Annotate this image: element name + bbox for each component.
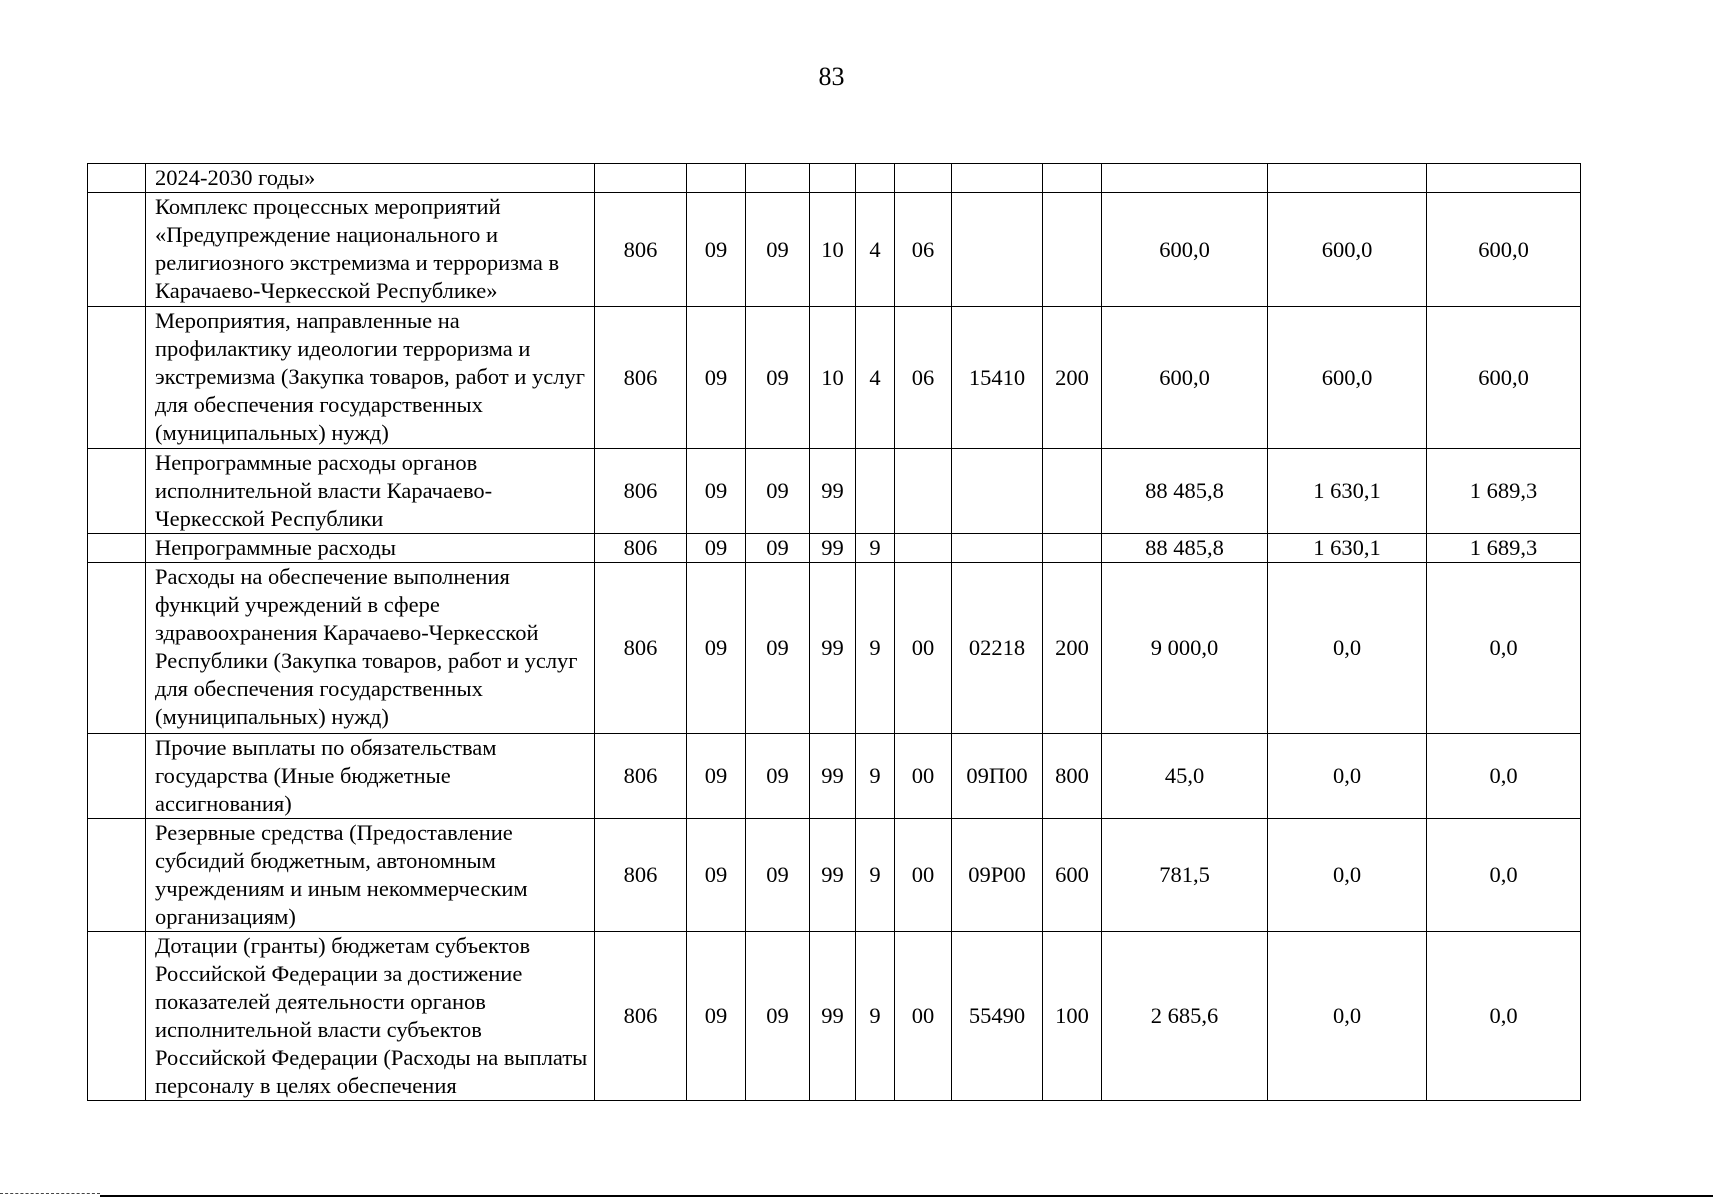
subprogram-code-cell: 9 <box>856 819 895 932</box>
admin-code-cell: 806 <box>595 932 687 1101</box>
admin-code-cell: 806 <box>595 449 687 534</box>
row-name-cell: Прочие выплаты по обязательствам государства (Иные бюджетные ассигнования) <box>146 734 595 819</box>
admin-code-cell: 806 <box>595 534 687 563</box>
program-code-cell: 99 <box>810 932 856 1101</box>
amount-year2-cell: 1 630,1 <box>1268 449 1427 534</box>
subprogram-code-cell: 4 <box>856 193 895 307</box>
program-code-cell: 10 <box>810 307 856 449</box>
row-name-cell: Дотации (гранты) бюджетам субъектов Российской Федерации за достижение показателей деятельности органов исполнительной власти субъектов Российской Федерации (Расходы на выплаты персоналу в целях обеспечения <box>146 932 595 1101</box>
subprogram-code-cell: 9 <box>856 534 895 563</box>
row-name-cell: Комплекс процессных мероприятий «Предупреждение национального и религиозного экстремизма и терроризма в Карачаево-Черкесской Республике» <box>146 193 595 307</box>
subprogram-code-cell: 9 <box>856 563 895 734</box>
expense-type-cell: 800 <box>1043 734 1102 819</box>
subsection-code-cell: 09 <box>746 932 810 1101</box>
expense-type-cell: 100 <box>1043 932 1102 1101</box>
expense-type-cell <box>1043 449 1102 534</box>
admin-code-cell <box>595 164 687 193</box>
program-code-cell: 99 <box>810 449 856 534</box>
row-number-cell <box>88 932 146 1101</box>
amount-year1-cell: 600,0 <box>1102 193 1268 307</box>
amount-year1-cell: 88 485,8 <box>1102 534 1268 563</box>
subsection-code-cell <box>746 164 810 193</box>
expense-direction-cell: 55490 <box>952 932 1043 1101</box>
row-number-cell <box>88 449 146 534</box>
budget-table <box>87 163 1581 1101</box>
amount-year3-cell: 600,0 <box>1427 193 1581 307</box>
row-name-cell: Расходы на обеспечение выполнения функций учреждений в сфере здравоохранения Карачаево-Черкесской Республики (Закупка товаров, работ и услуг для обеспечения государственных (муниципальных) нужд) <box>146 563 595 734</box>
amount-year1-cell: 88 485,8 <box>1102 449 1268 534</box>
expense-direction-cell <box>952 534 1043 563</box>
subprogram-code-cell: 4 <box>856 307 895 449</box>
subsection-code-cell: 09 <box>746 734 810 819</box>
expense-direction-cell <box>952 449 1043 534</box>
admin-code-cell: 806 <box>595 193 687 307</box>
amount-year3-cell <box>1427 164 1581 193</box>
row-number-cell <box>88 307 146 449</box>
row-name-cell: 2024-2030 годы» <box>146 164 595 193</box>
amount-year1-cell: 600,0 <box>1102 307 1268 449</box>
expense-direction-cell: 09П00 <box>952 734 1043 819</box>
row-number-cell <box>88 534 146 563</box>
amount-year2-cell: 600,0 <box>1268 193 1427 307</box>
amount-year3-cell: 1 689,3 <box>1427 534 1581 563</box>
amount-year1-cell: 2 685,6 <box>1102 932 1268 1101</box>
amount-year1-cell <box>1102 164 1268 193</box>
amount-year1-cell: 9 000,0 <box>1102 563 1268 734</box>
measure-code-cell: 00 <box>895 819 952 932</box>
page-number: 83 <box>818 62 845 91</box>
subsection-code-cell: 09 <box>746 449 810 534</box>
row-name-cell: Непрограммные расходы органов исполнительной власти Карачаево-Черкесской Республики <box>146 449 595 534</box>
measure-code-cell <box>895 164 952 193</box>
expense-direction-cell <box>952 164 1043 193</box>
subprogram-code-cell <box>856 164 895 193</box>
expense-type-cell: 200 <box>1043 307 1102 449</box>
expense-type-cell <box>1043 534 1102 563</box>
table-body <box>88 164 1581 1101</box>
subsection-code-cell: 09 <box>746 307 810 449</box>
expense-direction-cell: 09Р00 <box>952 819 1043 932</box>
measure-code-cell: 00 <box>895 734 952 819</box>
subsection-code-cell: 09 <box>746 193 810 307</box>
subprogram-code-cell <box>856 449 895 534</box>
row-number-cell <box>88 819 146 932</box>
admin-code-cell: 806 <box>595 819 687 932</box>
measure-code-cell <box>895 449 952 534</box>
row-number-cell <box>88 193 146 307</box>
measure-code-cell <box>895 534 952 563</box>
measure-code-cell: 06 <box>895 307 952 449</box>
section-code-cell: 09 <box>687 449 746 534</box>
amount-year2-cell: 0,0 <box>1268 819 1427 932</box>
row-number-cell <box>88 563 146 734</box>
row-name-cell: Непрограммные расходы <box>146 534 595 563</box>
section-code-cell: 09 <box>687 307 746 449</box>
admin-code-cell: 806 <box>595 563 687 734</box>
expense-direction-cell <box>952 193 1043 307</box>
amount-year2-cell: 0,0 <box>1268 734 1427 819</box>
row-name-cell: Мероприятия, направленные на профилактику идеологии терроризма и экстремизма (Закупка товаров, работ и услуг для обеспечения государственных (муниципальных) нужд) <box>146 307 595 449</box>
section-code-cell: 09 <box>687 534 746 563</box>
row-number-cell <box>88 164 146 193</box>
table-row <box>88 534 1581 563</box>
program-code-cell: 99 <box>810 563 856 734</box>
amount-year2-cell: 0,0 <box>1268 563 1427 734</box>
amount-year3-cell: 0,0 <box>1427 932 1581 1101</box>
amount-year1-cell: 45,0 <box>1102 734 1268 819</box>
section-code-cell: 09 <box>687 819 746 932</box>
amount-year3-cell: 1 689,3 <box>1427 449 1581 534</box>
section-code-cell: 09 <box>687 563 746 734</box>
subsection-code-cell: 09 <box>746 819 810 932</box>
expense-type-cell: 600 <box>1043 819 1102 932</box>
expense-type-cell <box>1043 164 1102 193</box>
row-number-cell <box>88 734 146 819</box>
amount-year2-cell: 600,0 <box>1268 307 1427 449</box>
section-code-cell: 09 <box>687 193 746 307</box>
admin-code-cell: 806 <box>595 307 687 449</box>
amount-year3-cell: 0,0 <box>1427 819 1581 932</box>
measure-code-cell: 06 <box>895 193 952 307</box>
amount-year2-cell: 0,0 <box>1268 932 1427 1101</box>
subsection-code-cell: 09 <box>746 563 810 734</box>
table-row <box>88 563 1581 734</box>
table-row <box>88 449 1581 534</box>
subsection-code-cell: 09 <box>746 534 810 563</box>
table-row <box>88 932 1581 1101</box>
expense-type-cell: 200 <box>1043 563 1102 734</box>
program-code-cell <box>810 164 856 193</box>
row-name-cell: Резервные средства (Предоставление субсидий бюджетным, автономным учреждениям и иным некоммерческим организациям) <box>146 819 595 932</box>
subprogram-code-cell: 9 <box>856 932 895 1101</box>
section-code-cell <box>687 164 746 193</box>
expense-direction-cell: 02218 <box>952 563 1043 734</box>
table-row <box>88 193 1581 307</box>
section-code-cell: 09 <box>687 932 746 1101</box>
measure-code-cell: 00 <box>895 563 952 734</box>
amount-year3-cell: 0,0 <box>1427 563 1581 734</box>
expense-direction-cell: 15410 <box>952 307 1043 449</box>
program-code-cell: 99 <box>810 819 856 932</box>
amount-year2-cell <box>1268 164 1427 193</box>
bottom-rule <box>100 1195 1713 1197</box>
subprogram-code-cell: 9 <box>856 734 895 819</box>
program-code-cell: 99 <box>810 534 856 563</box>
measure-code-cell: 00 <box>895 932 952 1101</box>
admin-code-cell: 806 <box>595 734 687 819</box>
scan-artifact-line <box>0 1193 100 1194</box>
program-code-cell: 99 <box>810 734 856 819</box>
section-code-cell: 09 <box>687 734 746 819</box>
expense-type-cell <box>1043 193 1102 307</box>
table-row <box>88 819 1581 932</box>
program-code-cell: 10 <box>810 193 856 307</box>
amount-year1-cell: 781,5 <box>1102 819 1268 932</box>
table-row <box>88 734 1581 819</box>
table-row <box>88 164 1581 193</box>
amount-year2-cell: 1 630,1 <box>1268 534 1427 563</box>
amount-year3-cell: 600,0 <box>1427 307 1581 449</box>
table-row <box>88 307 1581 449</box>
amount-year3-cell: 0,0 <box>1427 734 1581 819</box>
